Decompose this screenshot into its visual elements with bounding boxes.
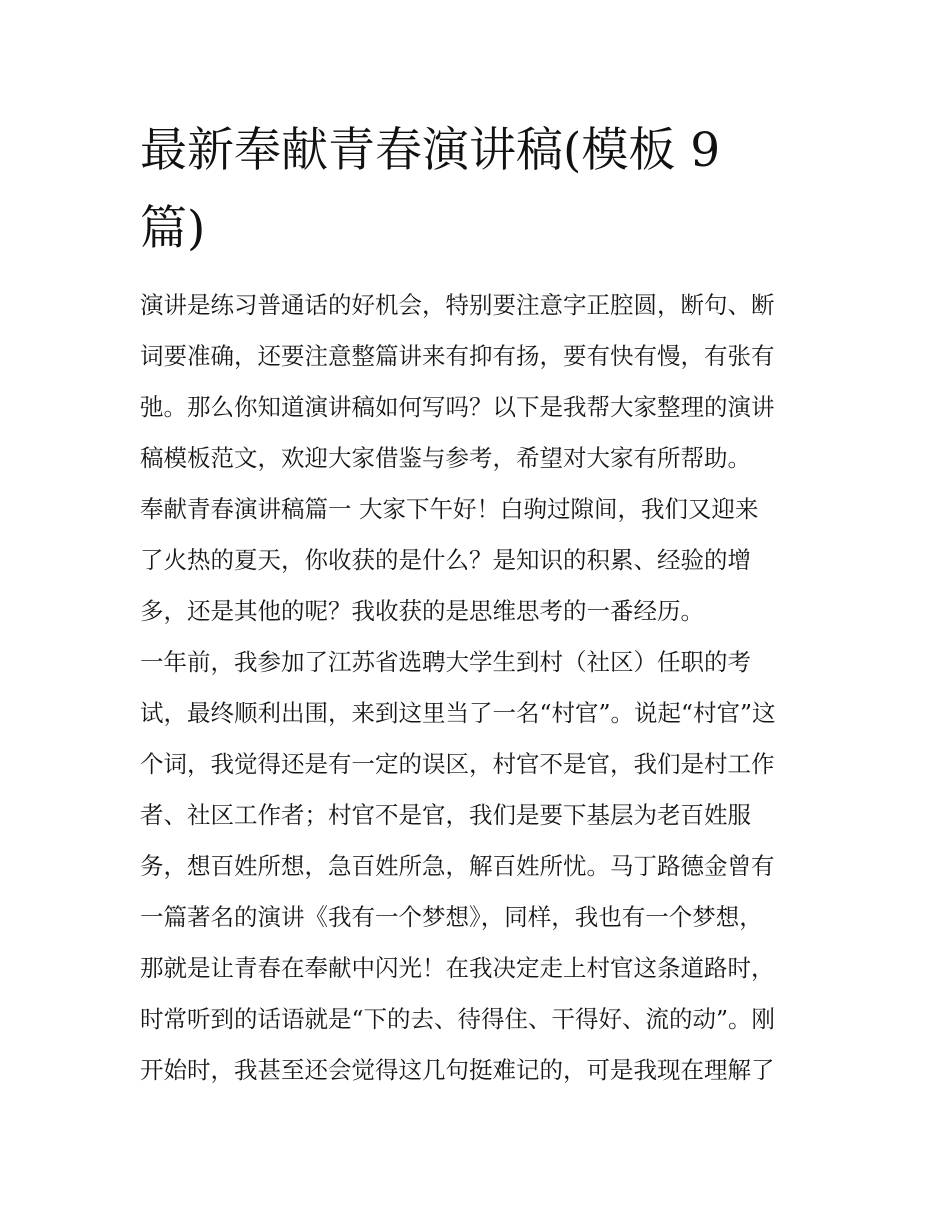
document-body — [140, 280, 816, 1096]
body-line: 那就是让青春在奉献中闪光！在我决定走上村官这条道路时， — [140, 954, 775, 982]
body-line: 时常听到的话语就是“下的去、待得住、干得好、流的动”。刚 — [140, 1005, 776, 1033]
body-line: 务，想百姓所想，急百姓所急，解百姓所忧。马丁路德金曾有 — [140, 852, 775, 880]
body-line: 演讲是练习普通话的好机会，特别要注意字正腔圆，断句、断 — [140, 291, 775, 319]
body-line: 词要准确，还要注意整篇讲来有抑有扬，要有快有慢，有张有 — [140, 342, 775, 370]
body-line: 了火热的夏天，你收获的是什么？是知识的积累、经验的增 — [140, 546, 751, 574]
body-line: 多，还是其他的呢？我收获的是思维思考的一番经历。 — [140, 597, 704, 625]
body-line: 一年前，我参加了江苏省选聘大学生到村（社区）任职的考 — [140, 648, 751, 676]
body-line: 开始时，我甚至还会觉得这几句挺难记的，可是我现在理解了 — [140, 1056, 775, 1084]
body-line: 稿模板范文，欢迎大家借鉴与参考，希望对大家有所帮助。 — [140, 444, 751, 472]
body-line: 者、社区工作者；村官不是官，我们是要下基层为老百姓服 — [140, 801, 751, 829]
title-line-1: 最新奉献青春演讲稿(模板 9 — [140, 123, 721, 178]
document-title — [140, 112, 820, 268]
body-line: 一篇著名的演讲《我有一个梦想》，同样，我也有一个梦想， — [140, 903, 763, 931]
body-line: 奉献青春演讲稿篇一 大家下午好！白驹过隙间，我们又迎来 — [140, 495, 759, 523]
body-line: 试，最终顺利出围，来到这里当了一名“村官”。说起“村官”这 — [140, 699, 776, 727]
title-line-2: 篇) — [140, 201, 206, 256]
body-line: 弛。那么你知道演讲稿如何写吗？以下是我帮大家整理的演讲 — [140, 393, 775, 421]
body-line: 个词，我觉得还是有一定的误区，村官不是官，我们是村工作 — [140, 750, 775, 778]
